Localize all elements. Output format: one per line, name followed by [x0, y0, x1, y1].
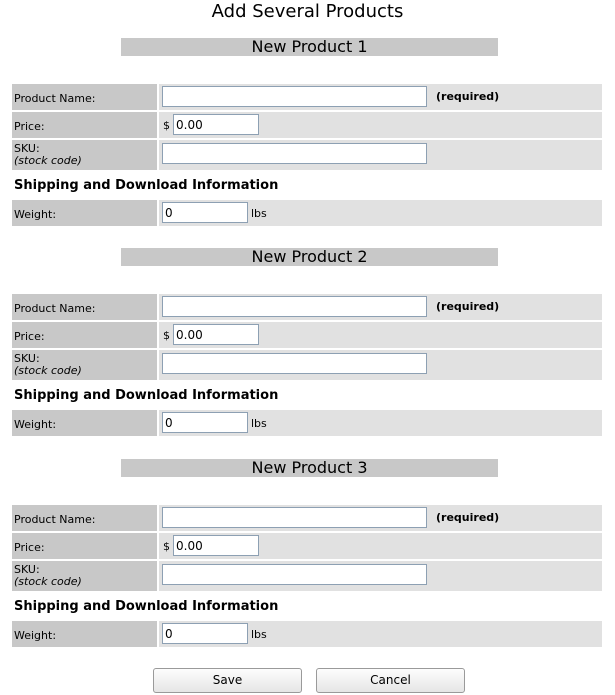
sku-cell — [159, 561, 602, 591]
currency-symbol: $ — [163, 329, 170, 342]
price-cell — [159, 112, 602, 138]
weight-input[interactable] — [162, 412, 248, 433]
product-name-row — [12, 505, 602, 531]
product-name-cell — [159, 505, 602, 531]
price-input[interactable] — [173, 114, 259, 135]
currency-symbol: $ — [163, 119, 170, 132]
sku-input[interactable] — [162, 564, 427, 585]
save-button[interactable]: Save — [153, 668, 302, 693]
weight-cell — [159, 621, 602, 647]
weight-row — [12, 410, 602, 436]
sku-cell — [159, 140, 602, 170]
shipping-heading: Shipping and Download Information — [14, 178, 279, 193]
sku-label: SKU: (stock code) — [12, 140, 157, 170]
page-title: Add Several Products — [211, 1, 404, 22]
price-input[interactable] — [173, 535, 259, 556]
weight-row — [12, 200, 602, 226]
sku-row — [12, 350, 602, 380]
product-section-3 — [0, 459, 615, 649]
cancel-button[interactable]: Cancel — [316, 668, 465, 693]
sku-input[interactable] — [162, 353, 427, 374]
product-heading-3: New Product 3 — [121, 459, 498, 477]
price-row — [12, 533, 602, 559]
product-name-row — [12, 294, 602, 320]
sku-label: SKU: (stock code) — [12, 350, 157, 380]
weight-row — [12, 621, 602, 647]
weight-label: Weight: — [12, 621, 157, 647]
weight-input[interactable] — [162, 202, 248, 223]
product-name-input[interactable] — [162, 507, 427, 528]
sku-sublabel: (stock code) — [14, 575, 82, 588]
product-name-label: Product Name: — [12, 294, 157, 320]
price-cell — [159, 322, 602, 348]
weight-input[interactable] — [162, 623, 248, 644]
weight-unit: lbs — [251, 207, 267, 220]
currency-symbol: $ — [163, 540, 170, 553]
weight-cell — [159, 410, 602, 436]
sku-sublabel: (stock code) — [14, 154, 82, 167]
weight-unit: lbs — [251, 628, 267, 641]
product-heading-2: New Product 2 — [121, 248, 498, 266]
product-section-1 — [0, 38, 615, 228]
weight-cell — [159, 200, 602, 226]
sku-sublabel: (stock code) — [14, 364, 82, 377]
product-name-label: Product Name: — [12, 505, 157, 531]
weight-label: Weight: — [12, 410, 157, 436]
product-name-cell — [159, 294, 602, 320]
price-row — [12, 322, 602, 348]
required-note: (required) — [436, 90, 500, 103]
sku-row — [12, 140, 602, 170]
sku-cell — [159, 350, 602, 380]
price-label: Price: — [12, 112, 157, 138]
price-row — [12, 112, 602, 138]
sku-row — [12, 561, 602, 591]
price-label: Price: — [12, 533, 157, 559]
required-note: (required) — [436, 300, 500, 313]
product-name-row — [12, 84, 602, 110]
sku-input[interactable] — [162, 143, 427, 164]
required-note: (required) — [436, 511, 500, 524]
weight-label: Weight: — [12, 200, 157, 226]
shipping-heading: Shipping and Download Information — [14, 388, 279, 403]
product-name-label: Product Name: — [12, 84, 157, 110]
price-label: Price: — [12, 322, 157, 348]
shipping-heading: Shipping and Download Information — [14, 599, 279, 614]
weight-unit: lbs — [251, 417, 267, 430]
price-cell — [159, 533, 602, 559]
product-section-2 — [0, 248, 615, 438]
product-name-cell — [159, 84, 602, 110]
sku-label: SKU: (stock code) — [12, 561, 157, 591]
product-heading-1: New Product 1 — [121, 38, 498, 56]
price-input[interactable] — [173, 324, 259, 345]
product-name-input[interactable] — [162, 86, 427, 107]
product-name-input[interactable] — [162, 296, 427, 317]
